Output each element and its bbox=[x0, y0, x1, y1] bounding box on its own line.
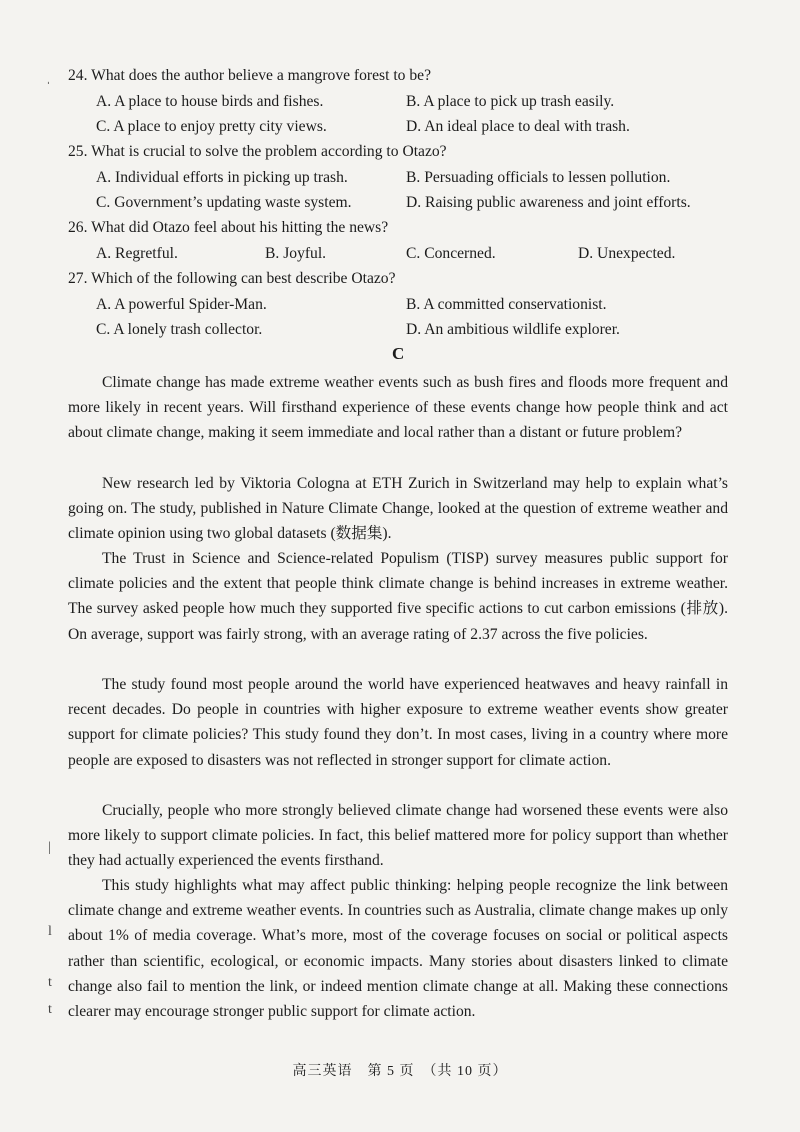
passage-paragraph-5 bbox=[68, 798, 728, 874]
page-footer: 高三英语 第 5 页 （共 10 页） bbox=[292, 1064, 508, 1079]
q24-option-a: A. A place to house birds and fishes. bbox=[96, 93, 324, 110]
q24-option-c: C. A place to enjoy pretty city views. bbox=[96, 118, 327, 135]
margin-mark: l bbox=[48, 924, 52, 939]
question-25-stem: 25. What is crucial to solve the problem according to Otazo? bbox=[68, 143, 447, 160]
margin-mark: | bbox=[48, 840, 51, 855]
paragraph-text: New research led by Viktoria Cologna at ETH Zurich in Switzerland may help to explain what’s going on. The study, published in Nature Climate Change, looked at the question of extreme weather and climate opinion using two global datasets (数据集). bbox=[68, 475, 728, 543]
section-heading: C bbox=[392, 344, 405, 363]
q26-option-c: C. Concerned. bbox=[406, 245, 496, 262]
q25-option-d: D. Raising public awareness and joint efforts. bbox=[406, 194, 691, 211]
paragraph-text: The Trust in Science and Science-related Populism (TISP) survey measures public support for climate policies and the extent that people think climate change is behind increases in extreme weather. The survey asked people how much they supported five specific actions to cut carbon emissions (排放). On average, support was fairly strong, with an average rating of 2.37 across the five policies. bbox=[68, 550, 728, 643]
q27-option-b: B. A committed conservationist. bbox=[406, 296, 607, 313]
q25-option-c: C. Government’s updating waste system. bbox=[96, 194, 352, 211]
margin-mark: ˌ bbox=[46, 70, 51, 85]
paragraph-text: The study found most people around the world have experienced heatwaves and heavy rainfall in recent decades. Do people in countries with higher exposure to extreme weather events show greater support for climate policies? This study found they don’t. In most cases, living in a country where more people are exposed to disasters was not reflected in stronger support for climate action. bbox=[68, 676, 728, 769]
q24-option-d: D. An ideal place to deal with trash. bbox=[406, 118, 630, 135]
q27-option-d: D. An ambitious wildlife explorer. bbox=[406, 321, 620, 338]
paragraph-text: This study highlights what may affect public thinking: helping people recognize the link between climate change and extreme weather events. In countries such as Australia, climate change makes up only about 1% of media coverage. What’s more, most of the coverage focuses on social or political aspects rather than scientific, ecological, or economic impacts. Many stories about disasters linked to climate change also fail to mention the link, or indeed mention climate change at all. Making these connections clearer may encourage stronger public support for climate action. bbox=[68, 877, 728, 1021]
paragraph-text: Crucially, people who more strongly believed climate change had worsened these events were also more likely to support climate policies. In fact, this belief mattered more for policy support than whether they had actually experienced the events firsthand. bbox=[68, 802, 728, 870]
margin-mark: t bbox=[48, 975, 52, 990]
q25-option-a: A. Individual efforts in picking up trash. bbox=[96, 169, 348, 186]
q24-option-b: B. A place to pick up trash easily. bbox=[406, 93, 615, 110]
paragraph-text: Climate change has made extreme weather events such as bush fires and floods more frequent and more likely in recent years. Will firsthand experience of these events change how people think and act about climate change, making it seem immediate and local rather than a distant or future problem? bbox=[68, 374, 728, 442]
passage-paragraph-3 bbox=[68, 546, 728, 647]
q27-option-a: A. A powerful Spider-Man. bbox=[96, 296, 267, 313]
passage-paragraph-4 bbox=[68, 672, 728, 773]
passage-paragraph-6 bbox=[68, 873, 728, 1024]
margin-mark: t bbox=[48, 1002, 52, 1017]
q26-option-d: D. Unexpected. bbox=[578, 245, 676, 262]
q26-option-b: B. Joyful. bbox=[265, 245, 327, 262]
question-24-stem: 24. What does the author believe a mangrove forest to be? bbox=[68, 67, 432, 84]
q25-option-b: B. Persuading officials to lessen pollution. bbox=[406, 169, 671, 186]
question-27-stem: 27. Which of the following can best describe Otazo? bbox=[68, 270, 396, 287]
q27-option-c: C. A lonely trash collector. bbox=[96, 321, 263, 338]
q26-option-a: A. Regretful. bbox=[96, 245, 178, 262]
question-26-stem: 26. What did Otazo feel about his hitting the news? bbox=[68, 219, 389, 236]
passage-paragraph-2 bbox=[68, 471, 728, 547]
passage-paragraph-1 bbox=[68, 370, 728, 446]
